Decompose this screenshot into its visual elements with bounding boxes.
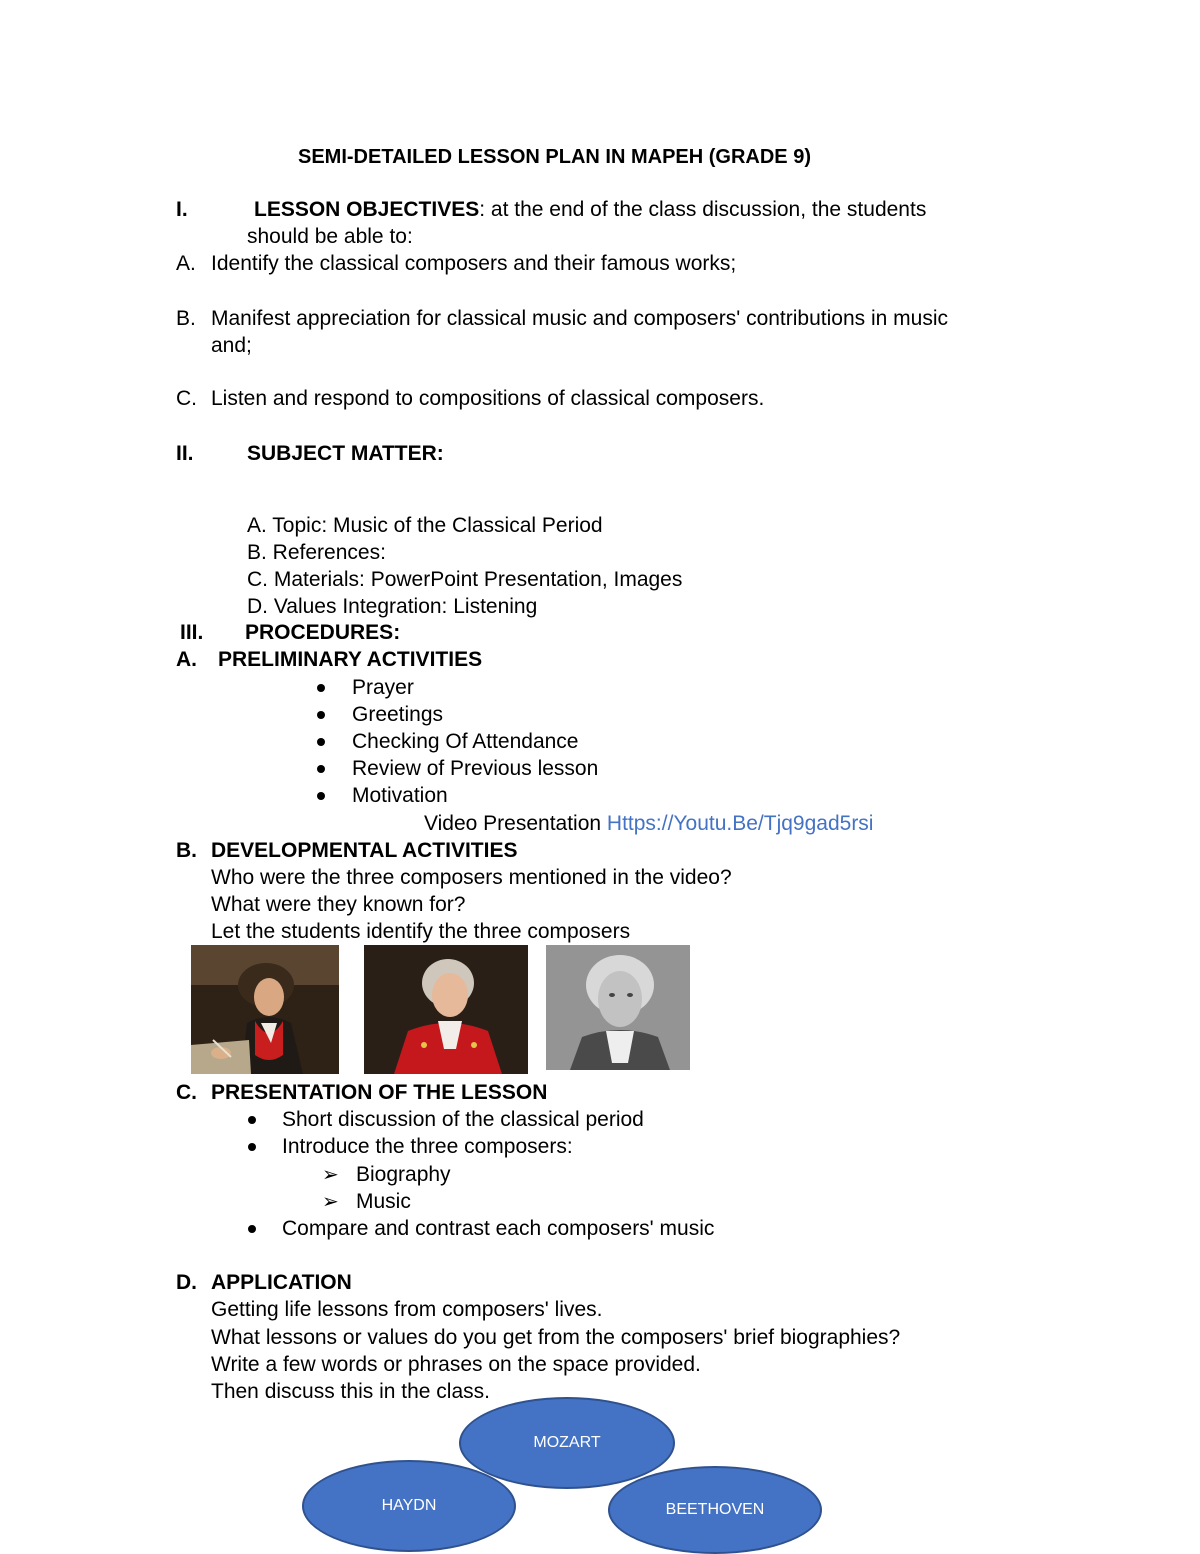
bullet-icon (317, 765, 325, 773)
mozart-ellipse: MOZART (459, 1397, 675, 1489)
presentation-heading: PRESENTATION OF THE LESSON (211, 1081, 548, 1104)
section-1-intro (254, 197, 926, 223)
developmental-line: What were they known for? (211, 893, 466, 916)
subject-values: D. Values Integration: Listening (247, 595, 538, 618)
application-heading: APPLICATION (211, 1271, 352, 1294)
presentation-letter: C. (176, 1081, 197, 1104)
objective-b-cont: and; (211, 334, 252, 357)
developmental-heading: DEVELOPMENTAL ACTIVITIES (211, 839, 518, 862)
arrow-bullet-icon: ➢ (322, 1164, 339, 1186)
presentation-subitem-biography: Biography (356, 1163, 451, 1186)
video-link[interactable]: Https://Youtu.Be/Tjq9gad5rsi (606, 812, 874, 835)
section-3-number: III. (180, 621, 204, 644)
bullet-icon (317, 792, 325, 800)
subject-references: B. References: (247, 541, 386, 564)
bullet-icon (248, 1225, 256, 1233)
application-letter: D. (176, 1271, 197, 1294)
subject-topic: A. Topic: Music of the Classical Period (247, 514, 603, 537)
section-2-heading: SUBJECT MATTER: (247, 442, 444, 465)
section-1-number: I. (176, 198, 188, 221)
section-3-heading: PROCEDURES: (245, 621, 401, 644)
objective-b-letter: B. (176, 307, 196, 330)
presentation-item: Short discussion of the classical period (282, 1108, 644, 1131)
presentation-subitem-music: Music (356, 1190, 411, 1213)
haydn-portrait (546, 945, 690, 1070)
bullet-icon (317, 711, 325, 719)
developmental-letter: B. (176, 839, 197, 862)
developmental-line: Who were the three composers mentioned in the video? (211, 866, 732, 889)
haydn-ellipse: HAYDN (302, 1460, 516, 1552)
developmental-line: Let the students identify the three composers (211, 920, 631, 943)
section-1-heading: LESSON OBJECTIVES (254, 198, 480, 221)
beethoven-ellipse: BEETHOVEN (608, 1466, 822, 1554)
preliminary-item-prayer: Prayer (352, 676, 414, 699)
section-1-intro-text: : at the end of the class discussion, the students (479, 198, 927, 221)
section-2-number: II. (176, 442, 194, 465)
video-presentation (424, 811, 873, 837)
presentation-item: Compare and contrast each composers' music (282, 1217, 715, 1240)
preliminary-item-attendance: Checking Of Attendance (352, 730, 579, 753)
preliminary-item-greetings: Greetings (352, 703, 444, 726)
video-label: Video Presentation (424, 812, 607, 835)
application-line: Getting life lessons from composers' lives. (211, 1298, 603, 1321)
objective-b-text: Manifest appreciation for classical music and composers' contributions in music (211, 307, 948, 330)
arrow-bullet-icon: ➢ (322, 1191, 339, 1213)
preliminary-item-review: Review of Previous lesson (352, 757, 599, 780)
application-line: Write a few words or phrases on the space provided. (211, 1353, 701, 1376)
page-title: SEMI-DETAILED LESSON PLAN IN MAPEH (GRADE 9) (298, 146, 811, 168)
objective-c-text: Listen and respond to compositions of classical composers. (211, 387, 765, 410)
presentation-item: Introduce the three composers: (282, 1135, 573, 1158)
section-1-intro-cont: should be able to: (247, 225, 413, 248)
preliminary-letter: A. (176, 648, 197, 671)
beethoven-portrait (191, 945, 339, 1074)
application-line: What lessons or values do you get from the composers' brief biographies? (211, 1326, 901, 1349)
bullet-icon (248, 1143, 256, 1151)
bullet-icon (317, 684, 325, 692)
objective-a-letter: A. (176, 252, 196, 275)
objective-a-text: Identify the classical composers and their famous works; (211, 252, 737, 275)
preliminary-heading: PRELIMINARY ACTIVITIES (218, 648, 483, 671)
mozart-portrait (364, 945, 528, 1074)
bullet-icon (248, 1116, 256, 1124)
application-line: Then discuss this in the class. (211, 1380, 490, 1403)
bullet-icon (317, 738, 325, 746)
preliminary-item-motivation: Motivation (352, 784, 448, 807)
objective-c-letter: C. (176, 387, 197, 410)
subject-materials: C. Materials: PowerPoint Presentation, Images (247, 568, 683, 591)
